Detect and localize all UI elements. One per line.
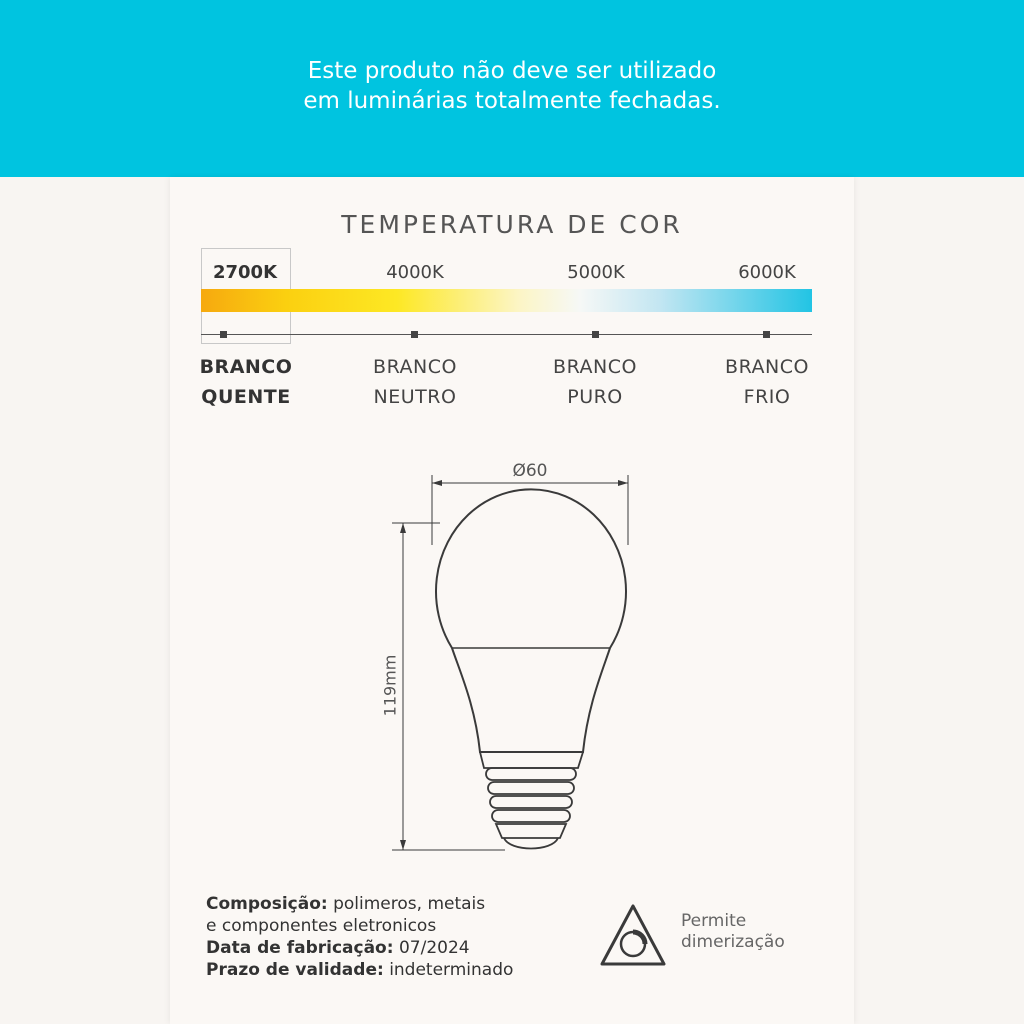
- composition-value: polimeros, metais: [333, 894, 486, 914]
- validity-value: indeterminado: [389, 960, 514, 980]
- tick-6000k: [763, 331, 770, 338]
- temp-label-5000k: 5000K: [567, 262, 625, 283]
- bulb-dimension-drawing: [370, 450, 650, 870]
- name-branco-frio: [697, 352, 837, 412]
- diameter-label: Ø60: [512, 461, 548, 481]
- height-label: 119mm: [380, 654, 400, 717]
- name-branco-puro: [525, 352, 665, 412]
- name-branco-neutro: [345, 352, 485, 412]
- validity-line: [206, 959, 513, 981]
- manufacture-label: Data de fabricação:: [206, 938, 394, 958]
- color-temperature-gradient: [201, 289, 812, 312]
- name-line2: NEUTRO: [373, 386, 457, 408]
- composition-label: Composição:: [206, 894, 328, 914]
- temp-label-2700k: 2700K: [212, 262, 278, 283]
- tick-5000k: [592, 331, 599, 338]
- name-line1: BRANCO: [199, 356, 293, 378]
- temperature-axis: [201, 334, 812, 335]
- composition-line: [206, 893, 485, 915]
- warning-text-line2: em luminárias totalmente fechadas.: [303, 88, 721, 114]
- manufacture-line: [206, 937, 470, 959]
- manufacture-value: 07/2024: [398, 938, 470, 958]
- dimmable-line2: dimerização: [681, 932, 785, 952]
- temp-label-4000k: 4000K: [386, 262, 444, 283]
- temp-label-6000k: 6000K: [738, 262, 796, 283]
- name-line1: BRANCO: [725, 356, 809, 378]
- name-line2: PURO: [567, 386, 623, 408]
- name-line1: BRANCO: [553, 356, 637, 378]
- tick-2700k: [220, 331, 227, 338]
- name-line1: BRANCO: [373, 356, 457, 378]
- dimmer-icon: [598, 902, 668, 970]
- name-line2: QUENTE: [201, 386, 291, 408]
- composition-line-2: e componentes eletronicos: [206, 916, 437, 936]
- color-temperature-title: TEMPERATURA DE COR: [341, 210, 683, 239]
- dimmable-line1: Permite: [681, 911, 747, 931]
- dimmable-text: [681, 911, 785, 953]
- warning-banner: [0, 0, 1024, 177]
- validity-label: Prazo de validade:: [206, 960, 384, 980]
- name-branco-quente: [176, 352, 316, 412]
- tick-4000k: [411, 331, 418, 338]
- name-line2: FRIO: [743, 386, 791, 408]
- warning-text-line1: Este produto não deve ser utilizado: [307, 58, 717, 84]
